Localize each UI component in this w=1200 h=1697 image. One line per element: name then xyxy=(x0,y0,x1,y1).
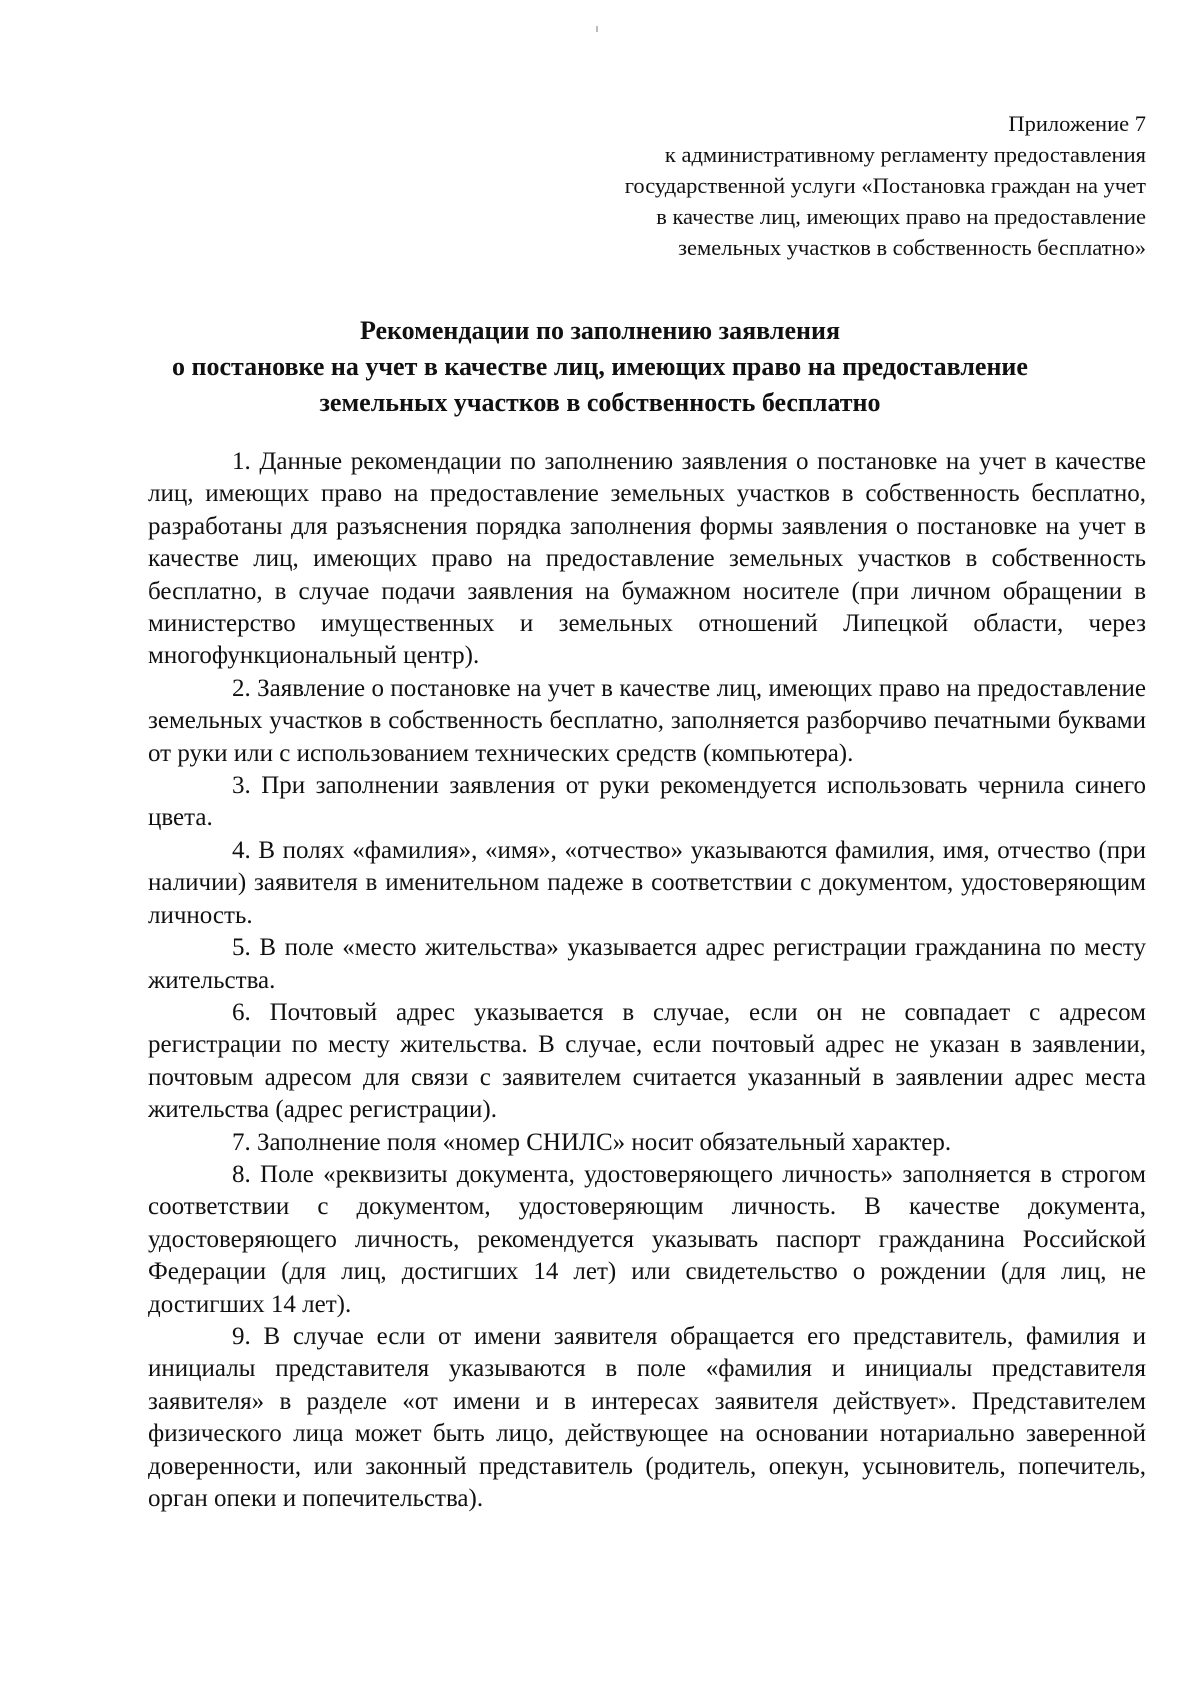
paragraph-8: 8. Поле «реквизиты документа, удостоверяющего личность» заполняется в строгом соответствии с документом, удостоверяющим личность. В качестве документа, удостоверяющего личность, рекомендуется указывать паспорт гражданина Российской Федерации (для лиц, достигших 14 лет) или свидетельство о рождении (для лиц, не достигших 14 лет). xyxy=(148,1160,1146,1318)
paragraph-3: 3. При заполнении заявления от руки рекомендуется использовать чернила синего цвета. xyxy=(148,772,1146,832)
title-line: о постановке на учет в качестве лиц, имеющих право на предоставление xyxy=(172,352,1028,381)
paragraph-1: 1. Данные рекомендации по заполнению заявления о постановке на учет в качестве лиц, имеющих право на предоставление земельных участков в собственность бесплатно, разработаны для разъяснения порядка заполнения формы заявления о постановке на учет в качестве лиц, имеющих право на предоставление земельных участков в собственность бесплатно, в случае подачи заявления на бумажном носителе (при личном обращении в министерство имущественных и земельных отношений Липецкой области, через многофункциональный центр). xyxy=(148,448,1146,670)
title-line: Рекомендации по заполнению заявления xyxy=(359,316,841,345)
paragraph-4: 4. В полях «фамилия», «имя», «отчество» указываются фамилия, имя, отчество (при наличии) заявителя в именительном падеже в соответствии с документом, удостоверяющим личность. xyxy=(148,836,1146,929)
appendix-line: Приложение 7 xyxy=(1008,111,1146,136)
paragraph-2: 2. Заявление о постановке на учет в качестве лиц, имеющих право на предоставление земельных участков в собственность бесплатно, заполняется разборчиво печатными буквами от руки или с использованием технических средств (компьютера). xyxy=(148,674,1146,767)
appendix-line: государственной услуги «Постановка граждан на учет xyxy=(624,173,1146,198)
paragraph-6: 6. Почтовый адрес указывается в случае, если он не совпадает с адресом регистрации по месту жительства. В случае, если почтовый адрес не указан в заявлении, почтовым адресом для связи с заявителем считается указанный в заявлении адрес места жительства (адрес регистрации). xyxy=(148,998,1146,1124)
scan-mark xyxy=(596,26,598,32)
appendix-line: земельных участков в собственность бесплатно» xyxy=(678,235,1146,260)
document-title xyxy=(60,313,1140,421)
appendix-line: к административному регламенту предоставления xyxy=(664,142,1146,167)
paragraph-9: 9. В случае если от имени заявителя обращается его представитель, фамилия и инициалы представителя указываются в поле «фамилия и инициалы представителя заявителя» в разделе «от имени и в интересах заявителя действует». Представителем физического лица может быть лицо, действующее на основании нотариально заверенной доверенности, или законный представитель (родитель, опекун, усыновитель, попечитель, орган опеки и попечительства). xyxy=(148,1322,1146,1512)
document-body xyxy=(148,446,1146,1515)
title-line: земельных участков в собственность бесплатно xyxy=(319,388,881,417)
paragraph-5: 5. В поле «место жительства» указывается адрес регистрации гражданина по месту жительства. xyxy=(148,934,1146,994)
appendix-header xyxy=(446,108,1146,263)
paragraph-7: 7. Заполнение поля «номер СНИЛС» носит обязательный характер. xyxy=(232,1128,952,1156)
appendix-line: в качестве лиц, имеющих право на предоставление xyxy=(656,204,1146,229)
